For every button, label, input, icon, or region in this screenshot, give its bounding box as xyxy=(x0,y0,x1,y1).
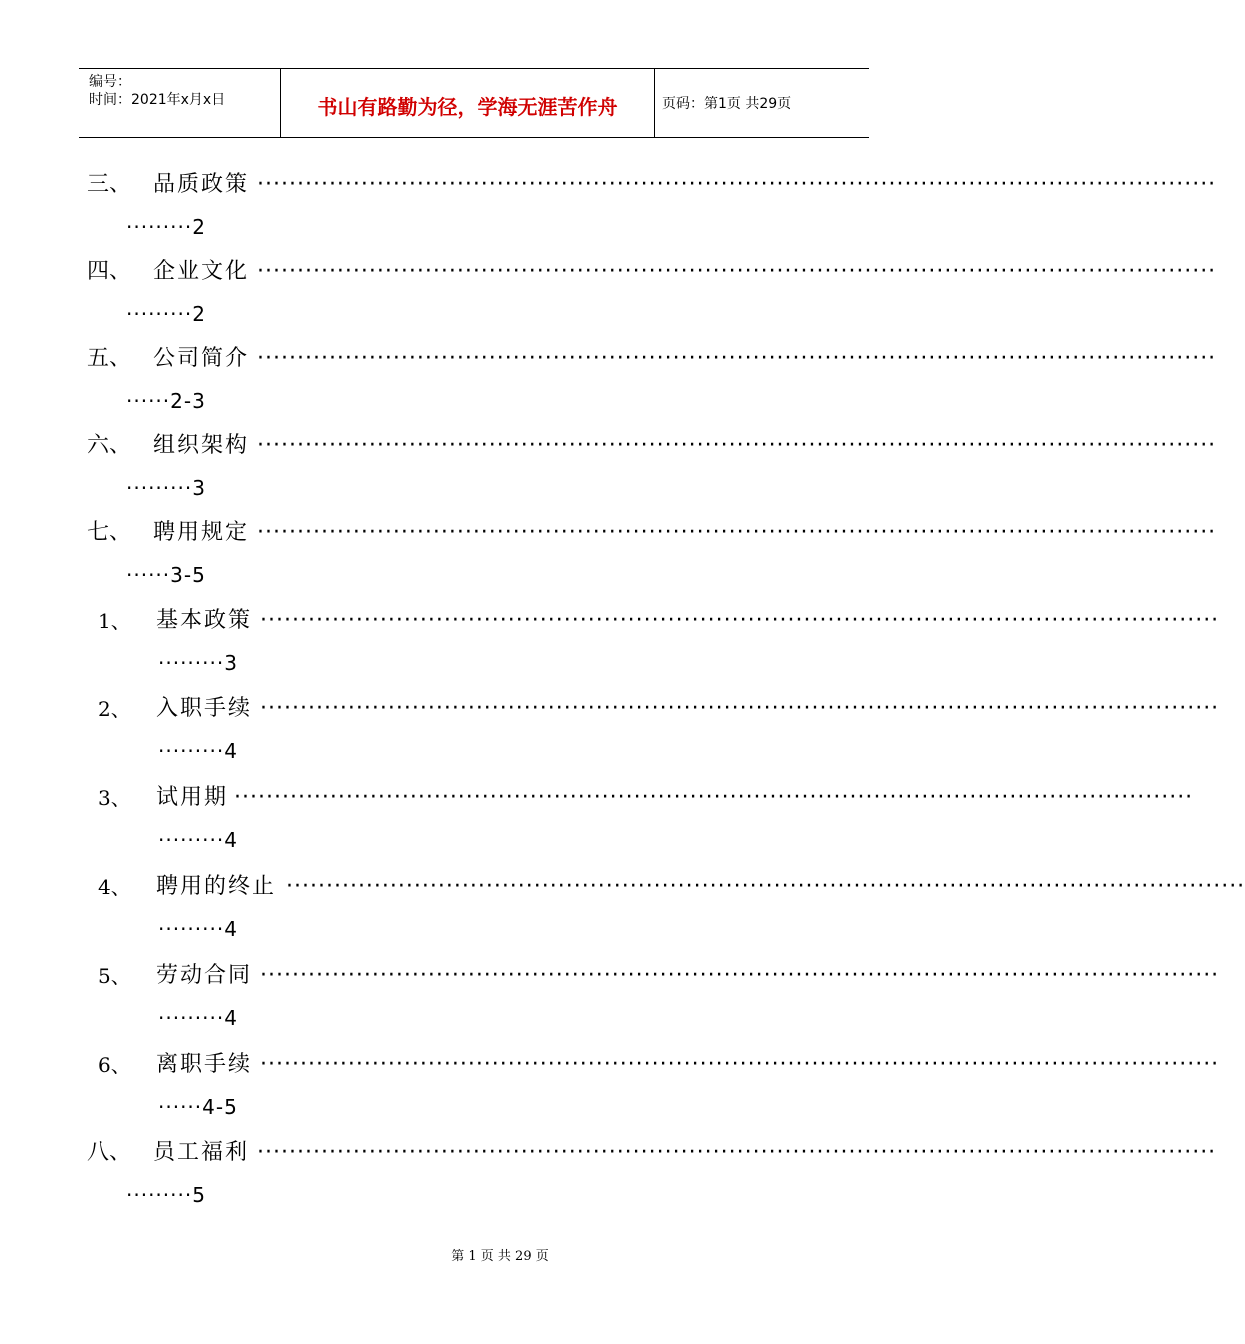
toc-entry xyxy=(0,257,1217,345)
toc-page-leader: ········· xyxy=(158,651,225,675)
toc-page-leader: ········· xyxy=(158,917,225,941)
number-label: 编号： xyxy=(89,74,131,90)
toc-entry-title: 劳动合同 xyxy=(156,963,253,988)
toc-entry-page: 2 xyxy=(192,215,206,239)
document-header xyxy=(79,68,869,138)
toc-page-leader: ········· xyxy=(126,476,193,500)
toc-entry-number: 六、 xyxy=(87,433,132,458)
motto: 书山有路勤为径，学海无涯苦作舟 xyxy=(317,95,618,119)
toc-leader-dots: ························································································································ xyxy=(260,696,1220,721)
toc-entry xyxy=(0,872,1245,960)
page-footer: 第 1 页 共 29 页 xyxy=(451,1249,549,1264)
toc-entry-title: 基本政策 xyxy=(156,608,253,633)
toc-entry-page: 4-5 xyxy=(202,1095,238,1119)
toc-entry-number: 三、 xyxy=(87,172,132,197)
toc-leader-dots: ························································································································ xyxy=(257,520,1217,545)
toc-entry-title: 品质政策 xyxy=(153,172,250,197)
toc-entry-number: 八、 xyxy=(87,1140,132,1165)
toc-entry-number: 3、 xyxy=(98,786,131,810)
toc-leader-dots: ························································································································ xyxy=(260,963,1220,988)
toc-entry-title: 离职手续 xyxy=(156,1052,253,1077)
toc-entry-title: 员工福利 xyxy=(153,1140,250,1165)
toc-entry-number: 五、 xyxy=(87,346,132,371)
toc-entry-title: 公司简介 xyxy=(153,346,250,371)
header-meta-cell xyxy=(79,69,280,137)
toc-entry xyxy=(0,694,1220,782)
page-info: 页码：第1页 共29页 xyxy=(662,96,792,112)
toc-page-leader: ········· xyxy=(158,828,225,852)
toc-entry-title: 试用期 xyxy=(156,785,229,810)
toc-entry xyxy=(0,961,1220,1049)
toc-entry-number: 1、 xyxy=(98,609,131,633)
toc-entry-number: 4、 xyxy=(98,875,131,899)
toc-entry-title: 企业文化 xyxy=(153,259,250,284)
toc-leader-dots: ························································································································ xyxy=(257,346,1217,371)
toc-entry-page: 4 xyxy=(224,1006,238,1030)
toc-entry xyxy=(0,1050,1220,1138)
toc-entry xyxy=(0,344,1217,432)
toc-page-leader: ······ xyxy=(158,1095,203,1119)
toc-entry xyxy=(0,518,1217,606)
toc-entry-number: 四、 xyxy=(87,259,132,284)
toc-page-leader: ········· xyxy=(126,302,193,326)
toc-entry-number: 6、 xyxy=(98,1053,131,1077)
toc-entry xyxy=(0,606,1220,694)
toc-entry-page: 4 xyxy=(224,917,238,941)
toc-entry xyxy=(0,783,1194,871)
toc-leader-dots: ························································································································ xyxy=(286,874,1245,899)
toc-page-leader: ········· xyxy=(126,1183,193,1207)
toc-entry-page: 2-3 xyxy=(170,389,206,413)
toc-entry-number: 七、 xyxy=(87,520,132,545)
toc-page-leader: ········· xyxy=(158,1006,225,1030)
toc-entry-title: 入职手续 xyxy=(156,696,253,721)
toc-entry-title: 聘用规定 xyxy=(153,520,250,545)
toc-entry-title: 组织架构 xyxy=(153,433,250,458)
toc-entry-page: 4 xyxy=(224,828,238,852)
toc-leader-dots: ························································································································ xyxy=(234,785,1194,810)
toc-entry xyxy=(0,170,1217,258)
toc-leader-dots: ························································································································ xyxy=(260,608,1220,633)
toc-entry xyxy=(0,1138,1217,1226)
toc-leader-dots: ························································································································ xyxy=(257,433,1217,458)
header-motto-cell xyxy=(280,69,655,137)
toc-entry-page: 3-5 xyxy=(170,563,206,587)
toc-page-leader: ········· xyxy=(126,215,193,239)
time-label: 时间：2021年x月x日 xyxy=(89,92,226,108)
toc-entry xyxy=(0,431,1217,519)
toc-entry-page: 3 xyxy=(224,651,238,675)
toc-entry-page: 2 xyxy=(192,302,206,326)
toc-leader-dots: ························································································································ xyxy=(257,172,1217,197)
toc-leader-dots: ························································································································ xyxy=(257,259,1217,284)
toc-leader-dots: ························································································································ xyxy=(257,1140,1217,1165)
toc-page-leader: ········· xyxy=(158,739,225,763)
toc-page-leader: ······ xyxy=(126,563,171,587)
toc-entry-page: 3 xyxy=(192,476,206,500)
header-page-cell xyxy=(654,69,869,137)
toc-leader-dots: ························································································································ xyxy=(260,1052,1220,1077)
toc-entry-page: 5 xyxy=(192,1183,206,1207)
toc-entry-title: 聘用的终止 xyxy=(156,874,277,899)
toc-entry-number: 2、 xyxy=(98,697,131,721)
toc-entry-number: 5、 xyxy=(98,964,131,988)
toc-entry-page: 4 xyxy=(224,739,238,763)
toc-page-leader: ······ xyxy=(126,389,171,413)
